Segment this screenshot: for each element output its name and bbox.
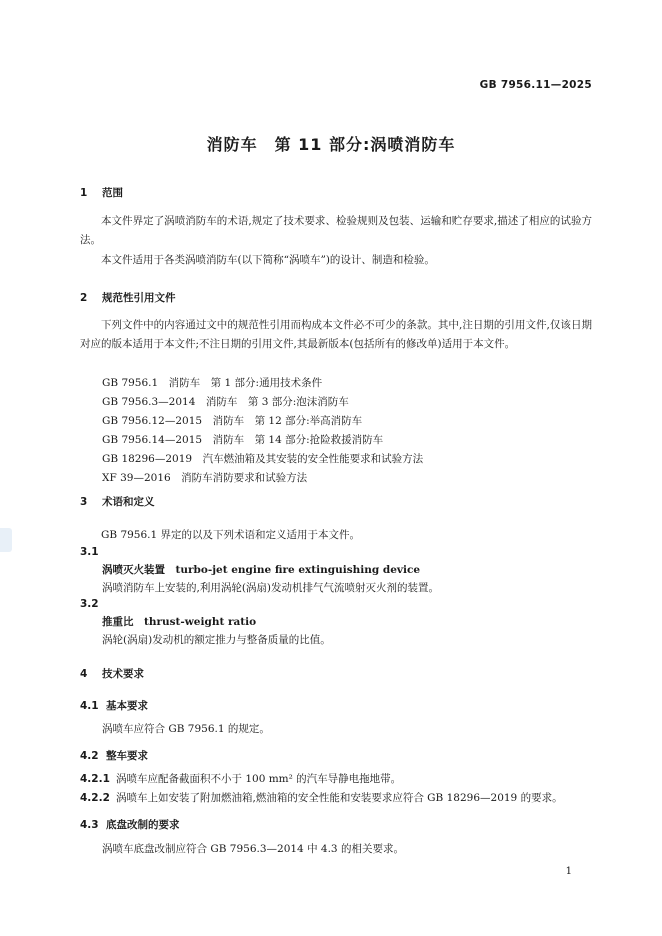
standard-code: GB 7956.11—2025: [479, 79, 592, 91]
page-side-tab: [0, 528, 12, 552]
subsection-title: 基本要求: [106, 700, 148, 712]
term-number: 3.2: [80, 598, 99, 610]
reference-item: GB 7956.3—2014 消防车 第 3 部分:泡沫消防车: [102, 396, 349, 408]
subsection-4-1-heading: [80, 698, 148, 713]
subsection-number: 4.1: [80, 700, 99, 712]
section-3-heading: [80, 494, 155, 509]
subsection-4-3-text: 涡喷车底盘改制应符合 GB 7956.3—2014 中 4.3 的相关要求。: [102, 843, 404, 855]
reference-item: XF 39—2016 消防车消防要求和试验方法: [102, 472, 308, 484]
term-entry: [102, 613, 256, 632]
term-entry: [102, 561, 420, 580]
section-2-paragraph-1: 下列文件中的内容通过文中的规范性引用而构成本文件必不可少的条款。其中,注日期的引用文件,仅该日期对应的版本适用于本文件;不注日期的引用文件,其最新版本(包括所有的修改单)适用于本文件。: [80, 319, 592, 350]
section-number: 3: [80, 496, 88, 508]
subsection-number: 4.2: [80, 750, 99, 762]
section-1-paragraph-1: 本文件界定了涡喷消防车的术语,规定了技术要求、检验规则及包装、运输和贮存要求,描述了相应的试验方法。: [80, 215, 592, 246]
reference-item: GB 7956.1 消防车 第 1 部分:通用技术条件: [102, 377, 323, 389]
term-english: turbo-jet engine fire extinguishing device: [175, 564, 421, 576]
reference-item: GB 7956.14—2015 消防车 第 14 部分:抢险救援消防车: [102, 434, 384, 446]
subsection-title: 底盘改制的要求: [106, 819, 180, 831]
section-1-paragraph-2: 本文件适用于各类涡喷消防车(以下简称“涡喷车”)的设计、制造和检验。: [101, 254, 435, 266]
clause-number: 4.2.1: [80, 773, 110, 785]
reference-item: GB 18296—2019 汽车燃油箱及其安装的安全性能要求和试验方法: [102, 453, 424, 465]
clause-4-2-1: [80, 770, 401, 789]
section-title: 术语和定义: [102, 496, 155, 508]
subsection-title: 整车要求: [106, 750, 148, 762]
section-1-heading: [80, 185, 123, 200]
reference-item: GB 7956.12—2015 消防车 第 12 部分:举高消防车: [102, 415, 363, 427]
section-4-heading: [80, 666, 144, 681]
subsection-4-3-heading: [80, 817, 180, 832]
section-3-paragraph-1: GB 7956.1 界定的以及下列术语和定义适用于本文件。: [101, 529, 361, 541]
document-title: 消防车 第 11 部分:涡喷消防车: [206, 135, 456, 154]
page-number: 1: [565, 866, 572, 877]
section-title: 技术要求: [102, 668, 144, 680]
section-2-heading: [80, 290, 176, 305]
term-number: 3.1: [80, 546, 99, 558]
term-definition: 涡轮(涡扇)发动机的额定推力与整备质量的比值。: [102, 634, 331, 646]
clause-4-2-2: [80, 789, 563, 808]
subsection-number: 4.3: [80, 819, 99, 831]
subsection-4-1-text: 涡喷车应符合 GB 7956.1 的规定。: [102, 723, 270, 735]
subsection-4-2-heading: [80, 748, 148, 763]
section-title: 范围: [102, 187, 123, 199]
term-chinese: 涡喷灭火装置: [102, 564, 165, 576]
clause-number: 4.2.2: [80, 792, 110, 804]
clause-text: 涡喷车应配备截面积不小于 100 mm² 的汽车导静电拖地带。: [116, 773, 402, 785]
section-number: 2: [80, 292, 88, 304]
section-number: 1: [80, 187, 88, 199]
section-title: 规范性引用文件: [102, 292, 176, 304]
term-english: thrust-weight ratio: [144, 616, 257, 628]
term-chinese: 推重比: [102, 616, 134, 628]
term-definition: 涡喷消防车上安装的,利用涡轮(涡扇)发动机排气气流喷射灭火剂的装置。: [102, 582, 440, 594]
section-number: 4: [80, 668, 88, 680]
clause-text: 涡喷车上如安装了附加燃油箱,燃油箱的安全性能和安装要求应符合 GB 18296—2019 的要求。: [116, 792, 563, 804]
